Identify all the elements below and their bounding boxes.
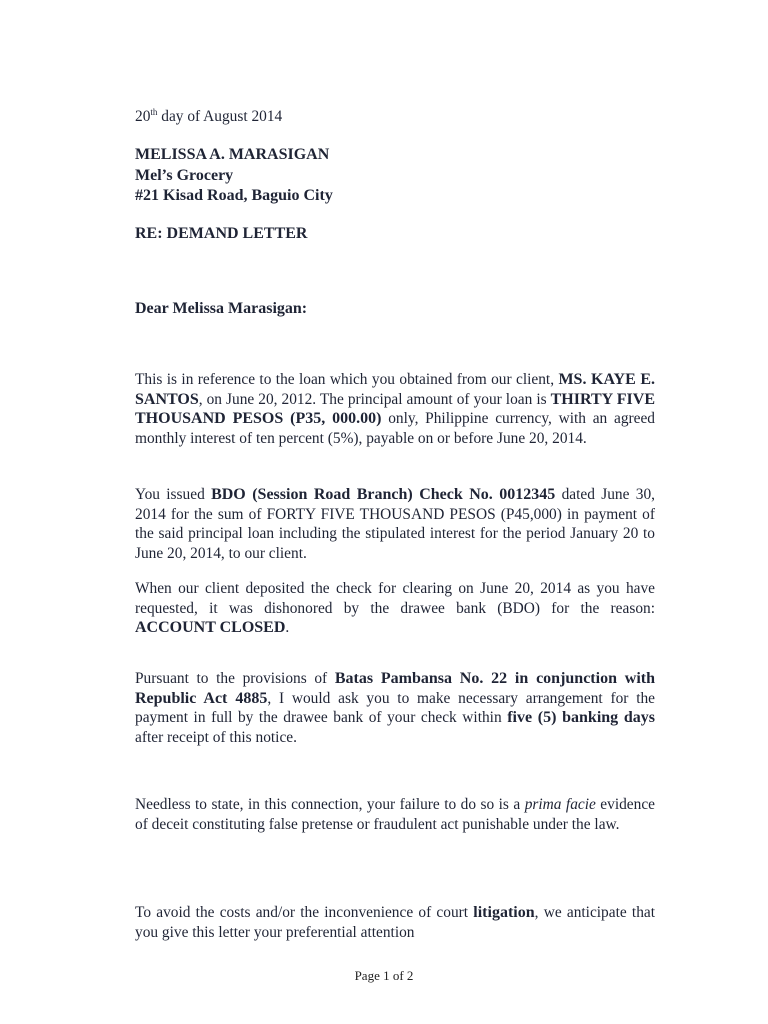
law-reference: Batas Pambansa No. 22 in conjunction with Republic Act 4885 xyxy=(135,670,655,707)
subject-line: RE: DEMAND LETTER xyxy=(135,225,308,242)
page-number: Page 1 of 2 xyxy=(354,968,414,983)
deadline: five (5) banking days xyxy=(507,709,655,726)
check-details: BDO (Session Road Branch) Check No. 0012345 xyxy=(211,486,556,503)
date-rest: day of August 2014 xyxy=(157,108,283,125)
p5-text-1: Needless to state, in this connection, your failure to do so is a xyxy=(135,796,525,813)
date-day: 20 xyxy=(135,108,151,125)
p3-text-2: . xyxy=(285,619,290,636)
p2-text-2: dated June 30, 2014 for the sum of FORTY FIVE THOUSAND PESOS (P45,000) in payment of the said principal loan including the stipulated interest for the period January 20 to June 20, 2014, to our client. xyxy=(135,486,655,562)
p4-text-2: , I would ask you to make necessary arrangement for the payment in full by the drawee bank of your check within xyxy=(135,689,655,726)
paragraph-check-issued xyxy=(135,485,655,563)
dishonor-reason: ACCOUNT CLOSED xyxy=(135,619,286,636)
p2-text-1: You issued xyxy=(135,486,212,503)
paragraph-litigation xyxy=(135,903,655,942)
recipient-address: #21 Kisad Road, Baguio City xyxy=(135,187,333,204)
paragraph-legal-basis xyxy=(135,669,655,747)
letter-date xyxy=(135,108,282,126)
p1-text-1: This is in reference to the loan which you obtained from our client, xyxy=(135,371,559,388)
page-footer xyxy=(0,968,768,984)
p4-text-3: after receipt of this notice. xyxy=(135,728,297,746)
p1-text-2: , on June 20, 2012. The principal amount of your loan is xyxy=(198,390,551,408)
paragraph-prima-facie xyxy=(135,795,655,834)
recipient-name: MELISSA A. MARASIGAN xyxy=(135,146,330,163)
litigation-term: litigation xyxy=(473,904,535,921)
p6-text-2: , we anticipate that you give this letter your preferential attention xyxy=(135,904,655,941)
p6-text-1: To avoid the costs and/or the inconvenience of court xyxy=(135,904,474,921)
client-name: MS. KAYE E. SANTOS xyxy=(135,371,655,408)
p5-text-2: evidence of deceit constituting false pretense or fraudulent act punishable under the law. xyxy=(135,796,655,833)
recipient-block xyxy=(135,145,333,207)
paragraph-check-dishonored xyxy=(135,579,655,638)
date-suffix: th xyxy=(150,106,158,117)
salutation: Dear Melissa Marasigan: xyxy=(135,300,308,317)
principal-amount: THIRTY FIVE THOUSAND PESOS (P35, 000.00) xyxy=(135,390,655,427)
p4-text-1: Pursuant to the provisions of xyxy=(135,670,335,687)
p1-text-3: only, Philippine currency, with an agreed monthly interest of ten percent (5%), payable on or before June 20, 2014. xyxy=(135,410,655,447)
recipient-business: Mel’s Grocery xyxy=(135,166,234,184)
p3-text-1: When our client deposited the check for clearing on June 20, 2014 as you have requested, it was dishonored by the drawee bank (BDO) for the reason: xyxy=(135,580,655,617)
prima-facie-term: prima facie xyxy=(524,796,596,813)
paragraph-loan-reference xyxy=(135,370,655,448)
